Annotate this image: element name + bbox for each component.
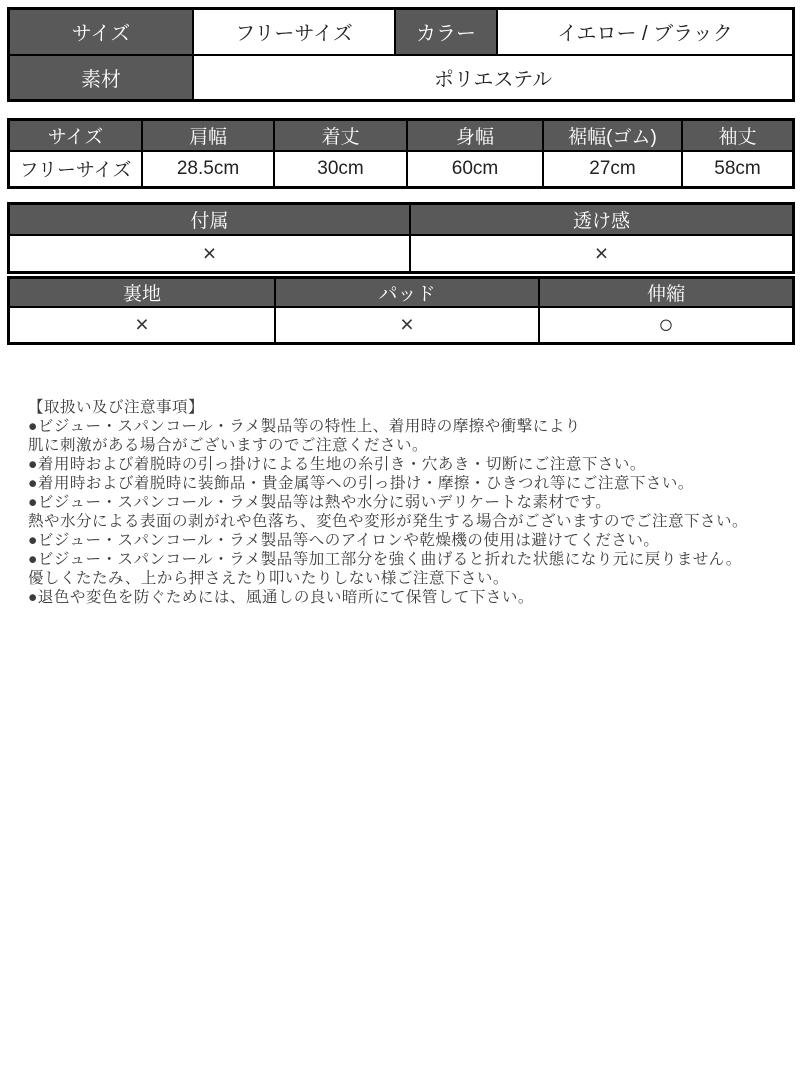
- meas-header-hem: 裾幅(ゴム): [543, 120, 682, 151]
- notes-line: ●着用時および着脱時の引っ掛けによる生地の糸引き・穴あき・切断にご注意下さい。: [28, 456, 646, 473]
- meas-value-width: 60cm: [407, 151, 543, 188]
- handling-notes: [28, 398, 788, 607]
- notes-line: 熱や水分による表面の剥がれや色落ち、変色や変形が発生する場合がございますのでご注意下さい。: [28, 513, 749, 530]
- features2-header-row: [9, 278, 794, 308]
- measurements-value-row: [9, 151, 794, 188]
- notes-title: 【取扱い及び注意事項】: [28, 399, 205, 416]
- notes-line: ●ビジュー・スパンコール・ラメ製品等加工部分を強く曲げると折れた状態になり元に戻りません。: [28, 551, 742, 568]
- size-label-cell: サイズ: [9, 9, 194, 55]
- feat-value-sheer: ×: [410, 235, 794, 273]
- notes-line: ●着用時および着脱時に装飾品・貴金属等への引っ掛け・摩擦・ひきつれ等にご注意下さい。: [28, 475, 694, 492]
- material-value-cell: ポリエステル: [193, 55, 794, 101]
- info-row-size-color: [9, 9, 794, 55]
- feat-header-stretch: 伸縮: [539, 278, 794, 308]
- meas-header-sleeve: 袖丈: [682, 120, 794, 151]
- feat-value-pad: ×: [275, 307, 539, 343]
- meas-header-width: 身幅: [407, 120, 543, 151]
- feat-value-stretch: ○: [539, 307, 794, 343]
- features1-header-row: [9, 204, 794, 235]
- meas-value-sleeve: 58cm: [682, 151, 794, 188]
- meas-header-shoulder: 肩幅: [142, 120, 274, 151]
- feat-header-pad: パッド: [275, 278, 539, 308]
- meas-value-hem: 27cm: [543, 151, 682, 188]
- notes-line: 優しくたたみ、上から押さえたり叩いたりしない様ご注意下さい。: [28, 570, 509, 587]
- info-row-material: [9, 55, 794, 101]
- features2-value-row: [9, 307, 794, 343]
- measurements-header-row: [9, 120, 794, 151]
- color-label-cell: カラー: [395, 9, 497, 55]
- notes-line: ●ビジュー・スパンコール・ラメ製品等は熱や水分に弱いデリケートな素材です。: [28, 494, 612, 511]
- product-info-table: [7, 7, 795, 102]
- size-value-cell: フリーサイズ: [193, 9, 395, 55]
- feat-value-accessory: ×: [9, 235, 411, 273]
- meas-value-size: フリーサイズ: [9, 151, 143, 188]
- notes-line: ●ビジュー・スパンコール・ラメ製品等へのアイロンや乾燥機の使用は避けてください。: [28, 532, 660, 549]
- meas-header-size: サイズ: [9, 120, 143, 151]
- notes-line: 肌に刺激がある場合がございますのでご注意ください。: [28, 437, 429, 454]
- meas-header-length: 着丈: [274, 120, 407, 151]
- measurements-table: [7, 118, 795, 189]
- feat-header-lining: 裏地: [9, 278, 276, 308]
- meas-value-shoulder: 28.5cm: [142, 151, 274, 188]
- feat-header-sheer: 透け感: [410, 204, 794, 235]
- meas-value-length: 30cm: [274, 151, 407, 188]
- notes-line: ●ビジュー・スパンコール・ラメ製品等の特性上、着用時の摩擦や衝撃により: [28, 418, 581, 435]
- features-table-2: [7, 276, 795, 345]
- notes-line: ●退色や変色を防ぐためには、風通しの良い暗所にて保管して下さい。: [28, 589, 534, 606]
- features-table-1: [7, 202, 795, 274]
- feat-value-lining: ×: [9, 307, 276, 343]
- feat-header-accessory: 付属: [9, 204, 411, 235]
- material-label-cell: 素材: [9, 55, 194, 101]
- features1-value-row: [9, 235, 794, 273]
- color-value-cell: イエロー / ブラック: [497, 9, 794, 55]
